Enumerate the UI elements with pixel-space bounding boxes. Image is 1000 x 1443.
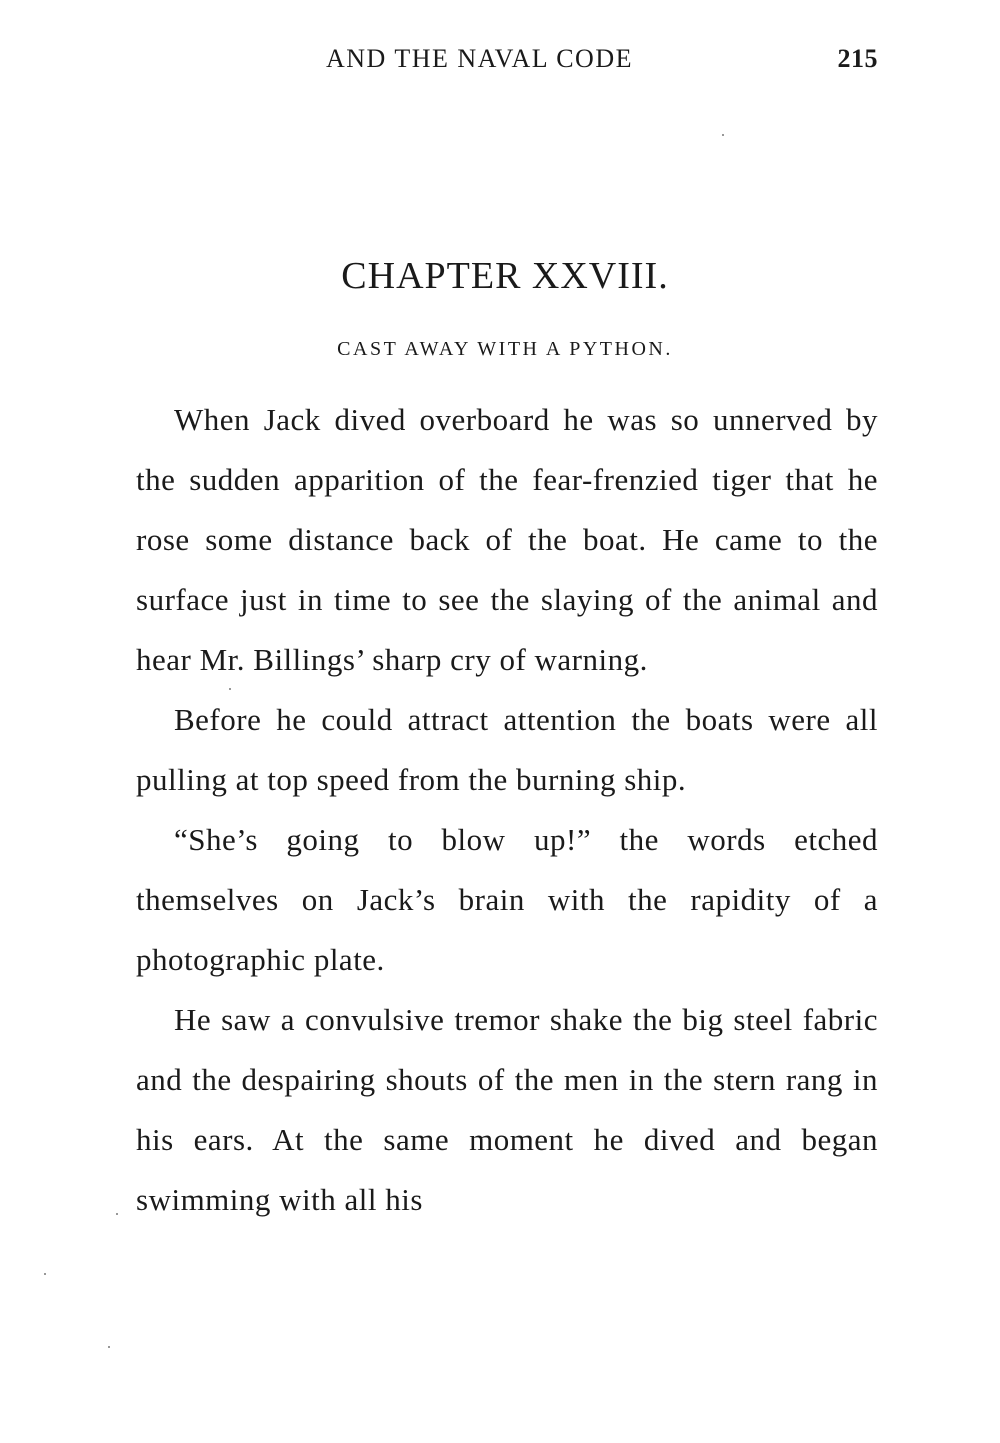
scan-speck [44,1273,46,1275]
paragraph-2: Before he could attract attention the boats were all pulling at top speed from the burning ship. [136,702,878,797]
page-number: 215 [837,44,878,73]
body-text [136,390,878,1230]
scan-speck [722,134,724,136]
paragraph-3: “She’s going to blow up!” the words etched themselves on Jack’s brain with the rapidity of a photographic plate. [136,822,878,977]
paragraph-4: He saw a convulsive tremor shake the big steel fabric and the despairing shouts of the men in the stern rang in his ears. At the same moment he dived and began swimming with all his [136,1002,878,1217]
chapter-subtitle: CAST AWAY WITH A PYTHON. [337,338,673,360]
chapter-title: CHAPTER XXVIII. [341,255,669,297]
running-head [136,44,878,78]
scan-speck [116,1213,118,1215]
scan-speck [108,1346,110,1348]
paragraph-1: When Jack dived overboard he was so unnerved by the sudden apparition of the fear-frenzied tiger that he rose some distance back of the boat. He came to the surface just in time to see the slaying of the animal and hear Mr. Billings’ sharp cry of warning. [136,402,878,677]
scan-speck [229,688,231,690]
running-title: AND THE NAVAL CODE [326,44,633,73]
